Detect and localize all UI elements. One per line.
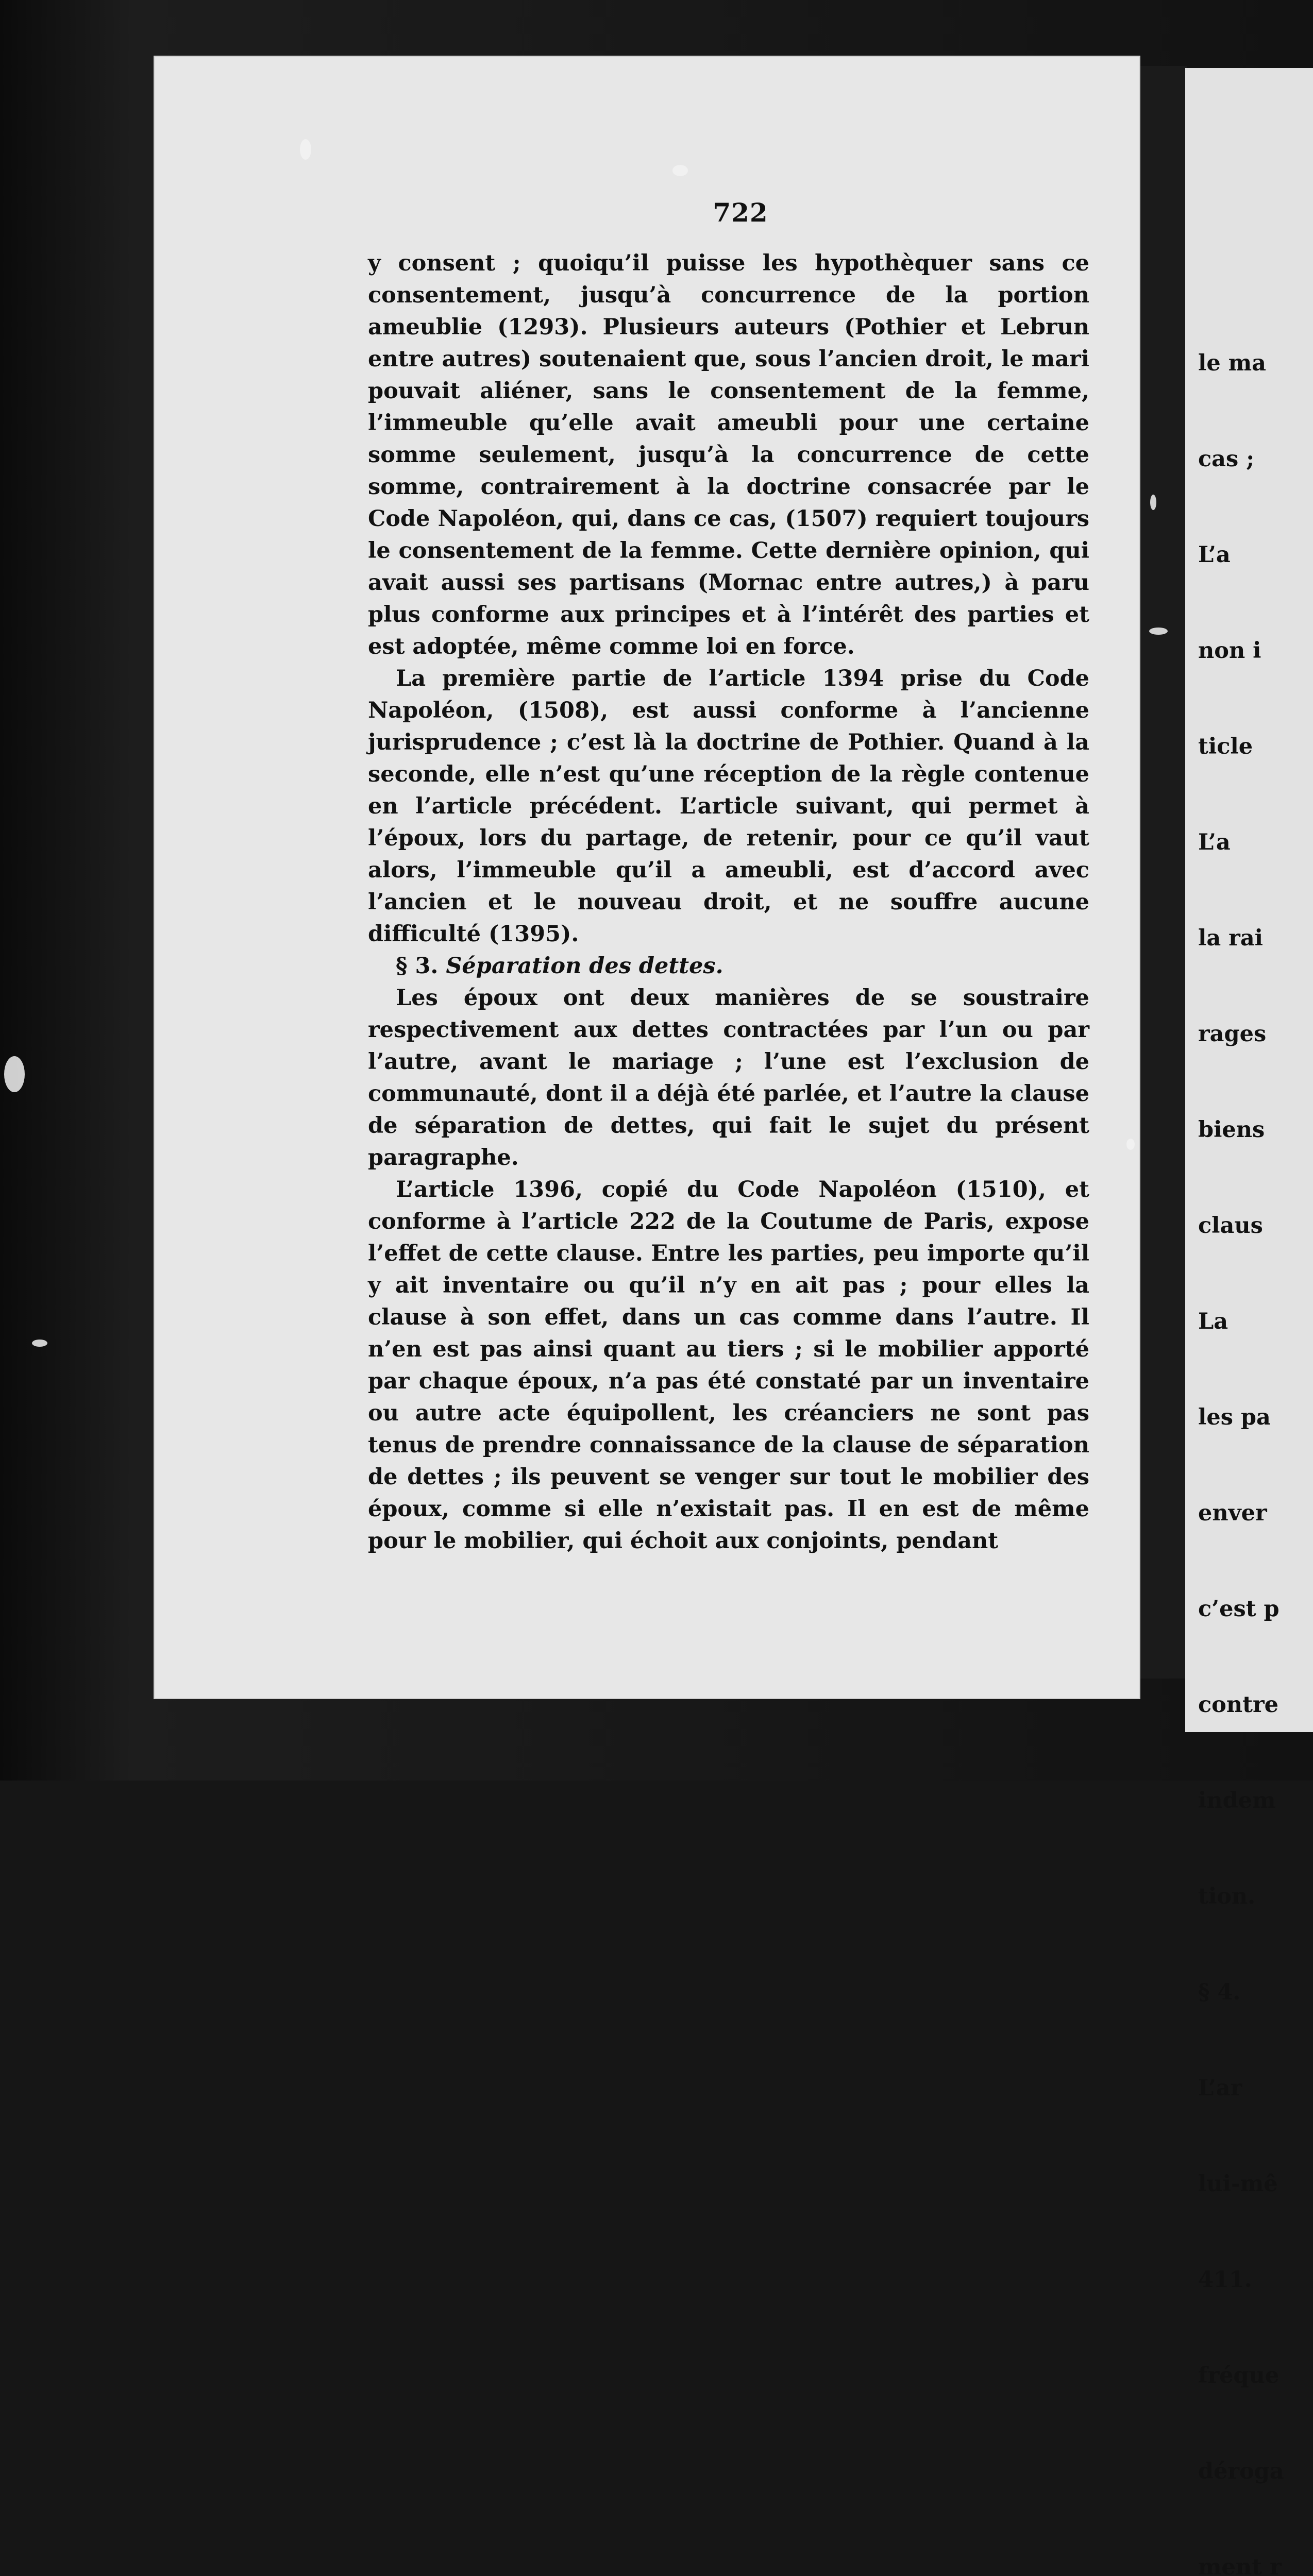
right-line: non i	[1198, 638, 1261, 664]
right-line: claus	[1198, 1213, 1263, 1239]
right-page-text	[1198, 283, 1313, 2576]
paragraph-1: y consent ; quoiqu’il puisse les hypothèquer sans ce consentement, jusqu’à concurrence de la portion ameublie (1293). Plusieurs auteurs (Pothier et Lebrun entre autres) soutenaient que, sous l’ancien droit, le mari pouvait aliéner, sans le consentement de la femme, l’immeuble qu’elle avait ameubli pour une certaine somme seulement, jusqu’à la concurrence de cette somme, contrairement à la doctrine consacrée par le Code Napoléon, qui, dans ce cas, (1507) requiert toujours le consentement de la femme. Cette dernière opinion, qui avait aussi ses partisans (Mornac entre autres,) à paru plus conforme aux principes et à l’intérêt des parties et est adoptée, même comme loi en force.	[368, 250, 1089, 659]
section-heading	[368, 950, 1089, 982]
right-line: L’a	[1198, 829, 1231, 855]
film-speck	[672, 165, 688, 176]
paragraph-4: L’article 1396, copié du Code Napoléon (1510), et conforme à l’article 222 de la Coutume de Paris, expose l’effet de cette clause. Entre les parties, peu importe qu’il y ait inventaire ou qu’il n’y en ait pas ; pour elles la clause à son effet, dans un cas comme dans l’autre. Il n’en est pas ainsi quant au tiers ; si le mobilier apporté par chaque époux, n’a pas été constaté par un inventaire ou autre acte équipollent, les créanciers ne sont pas tenus de prendre connaissance de la clause de séparation de dettes ; ils peuvent se venger sur tout le mobilier des époux, comme si elle n’existait pas. Il en est de même pour le mobilier, qui échoit aux conjoints, pendant	[368, 1177, 1089, 1554]
right-line: indem	[1198, 1788, 1276, 1814]
right-line: déroga	[1198, 2459, 1284, 2484]
right-line: L’a	[1198, 542, 1231, 568]
right-line: les pa	[1198, 1404, 1271, 1430]
right-line: § 4.	[1198, 1979, 1241, 2005]
film-speck	[1149, 628, 1168, 635]
right-line: ticle	[1198, 734, 1253, 759]
right-line: le ma	[1198, 350, 1267, 376]
right-line: c’est p	[1198, 1596, 1280, 1622]
right-line: L’ar	[1198, 2075, 1242, 2101]
book-gutter	[1140, 66, 1187, 1679]
right-line: La	[1198, 1309, 1228, 1334]
right-line: enver	[1198, 1500, 1267, 1526]
right-line: ment r	[1198, 2554, 1282, 2576]
page-number: 722	[713, 197, 768, 228]
film-speck	[1126, 1139, 1135, 1150]
film-speck	[4, 1056, 25, 1092]
right-line: biens	[1198, 1117, 1265, 1143]
right-line: lui-mê	[1198, 2171, 1278, 2197]
right-line: tion.	[1198, 1884, 1256, 1909]
right-line: cas ;	[1198, 446, 1255, 472]
right-line: fréque	[1198, 2363, 1280, 2388]
paragraph-3: Les époux ont deux manières de se soustraire respectivement aux dettes contractées par l’un ou par l’autre, avant le mariage ; l’une est l’exclusion de communauté, dont il a déjà été parlée, et l’autre la clause de séparation de dettes, qui fait le sujet du présent paragraphe.	[368, 985, 1089, 1171]
section-title: Séparation des dettes.	[446, 953, 723, 979]
right-line: rages	[1198, 1021, 1267, 1047]
page-body	[368, 247, 1089, 1557]
film-speck	[300, 139, 311, 160]
right-line: la rai	[1198, 925, 1264, 951]
film-speck	[1150, 495, 1156, 510]
right-line: contre	[1198, 1692, 1279, 1718]
right-line: 411.	[1198, 2267, 1252, 2293]
film-speck	[32, 1340, 47, 1347]
paragraph-2: La première partie de l’article 1394 prise du Code Napoléon, (1508), est aussi conforme à l’ancienne jurisprudence ; c’est là la doctrine de Pothier. Quand à la seconde, elle n’est qu’une réception de la règle contenue en l’article précédent. L’article suivant, qui permet à l’époux, lors du partage, de retenir, pour ce qu’il vaut alors, l’immeuble qu’il a ameubli, est d’accord avec l’ancien et le nouveau droit, et ne souffre aucune difficulté (1395).	[368, 666, 1089, 947]
section-symbol: § 3.	[396, 953, 439, 979]
